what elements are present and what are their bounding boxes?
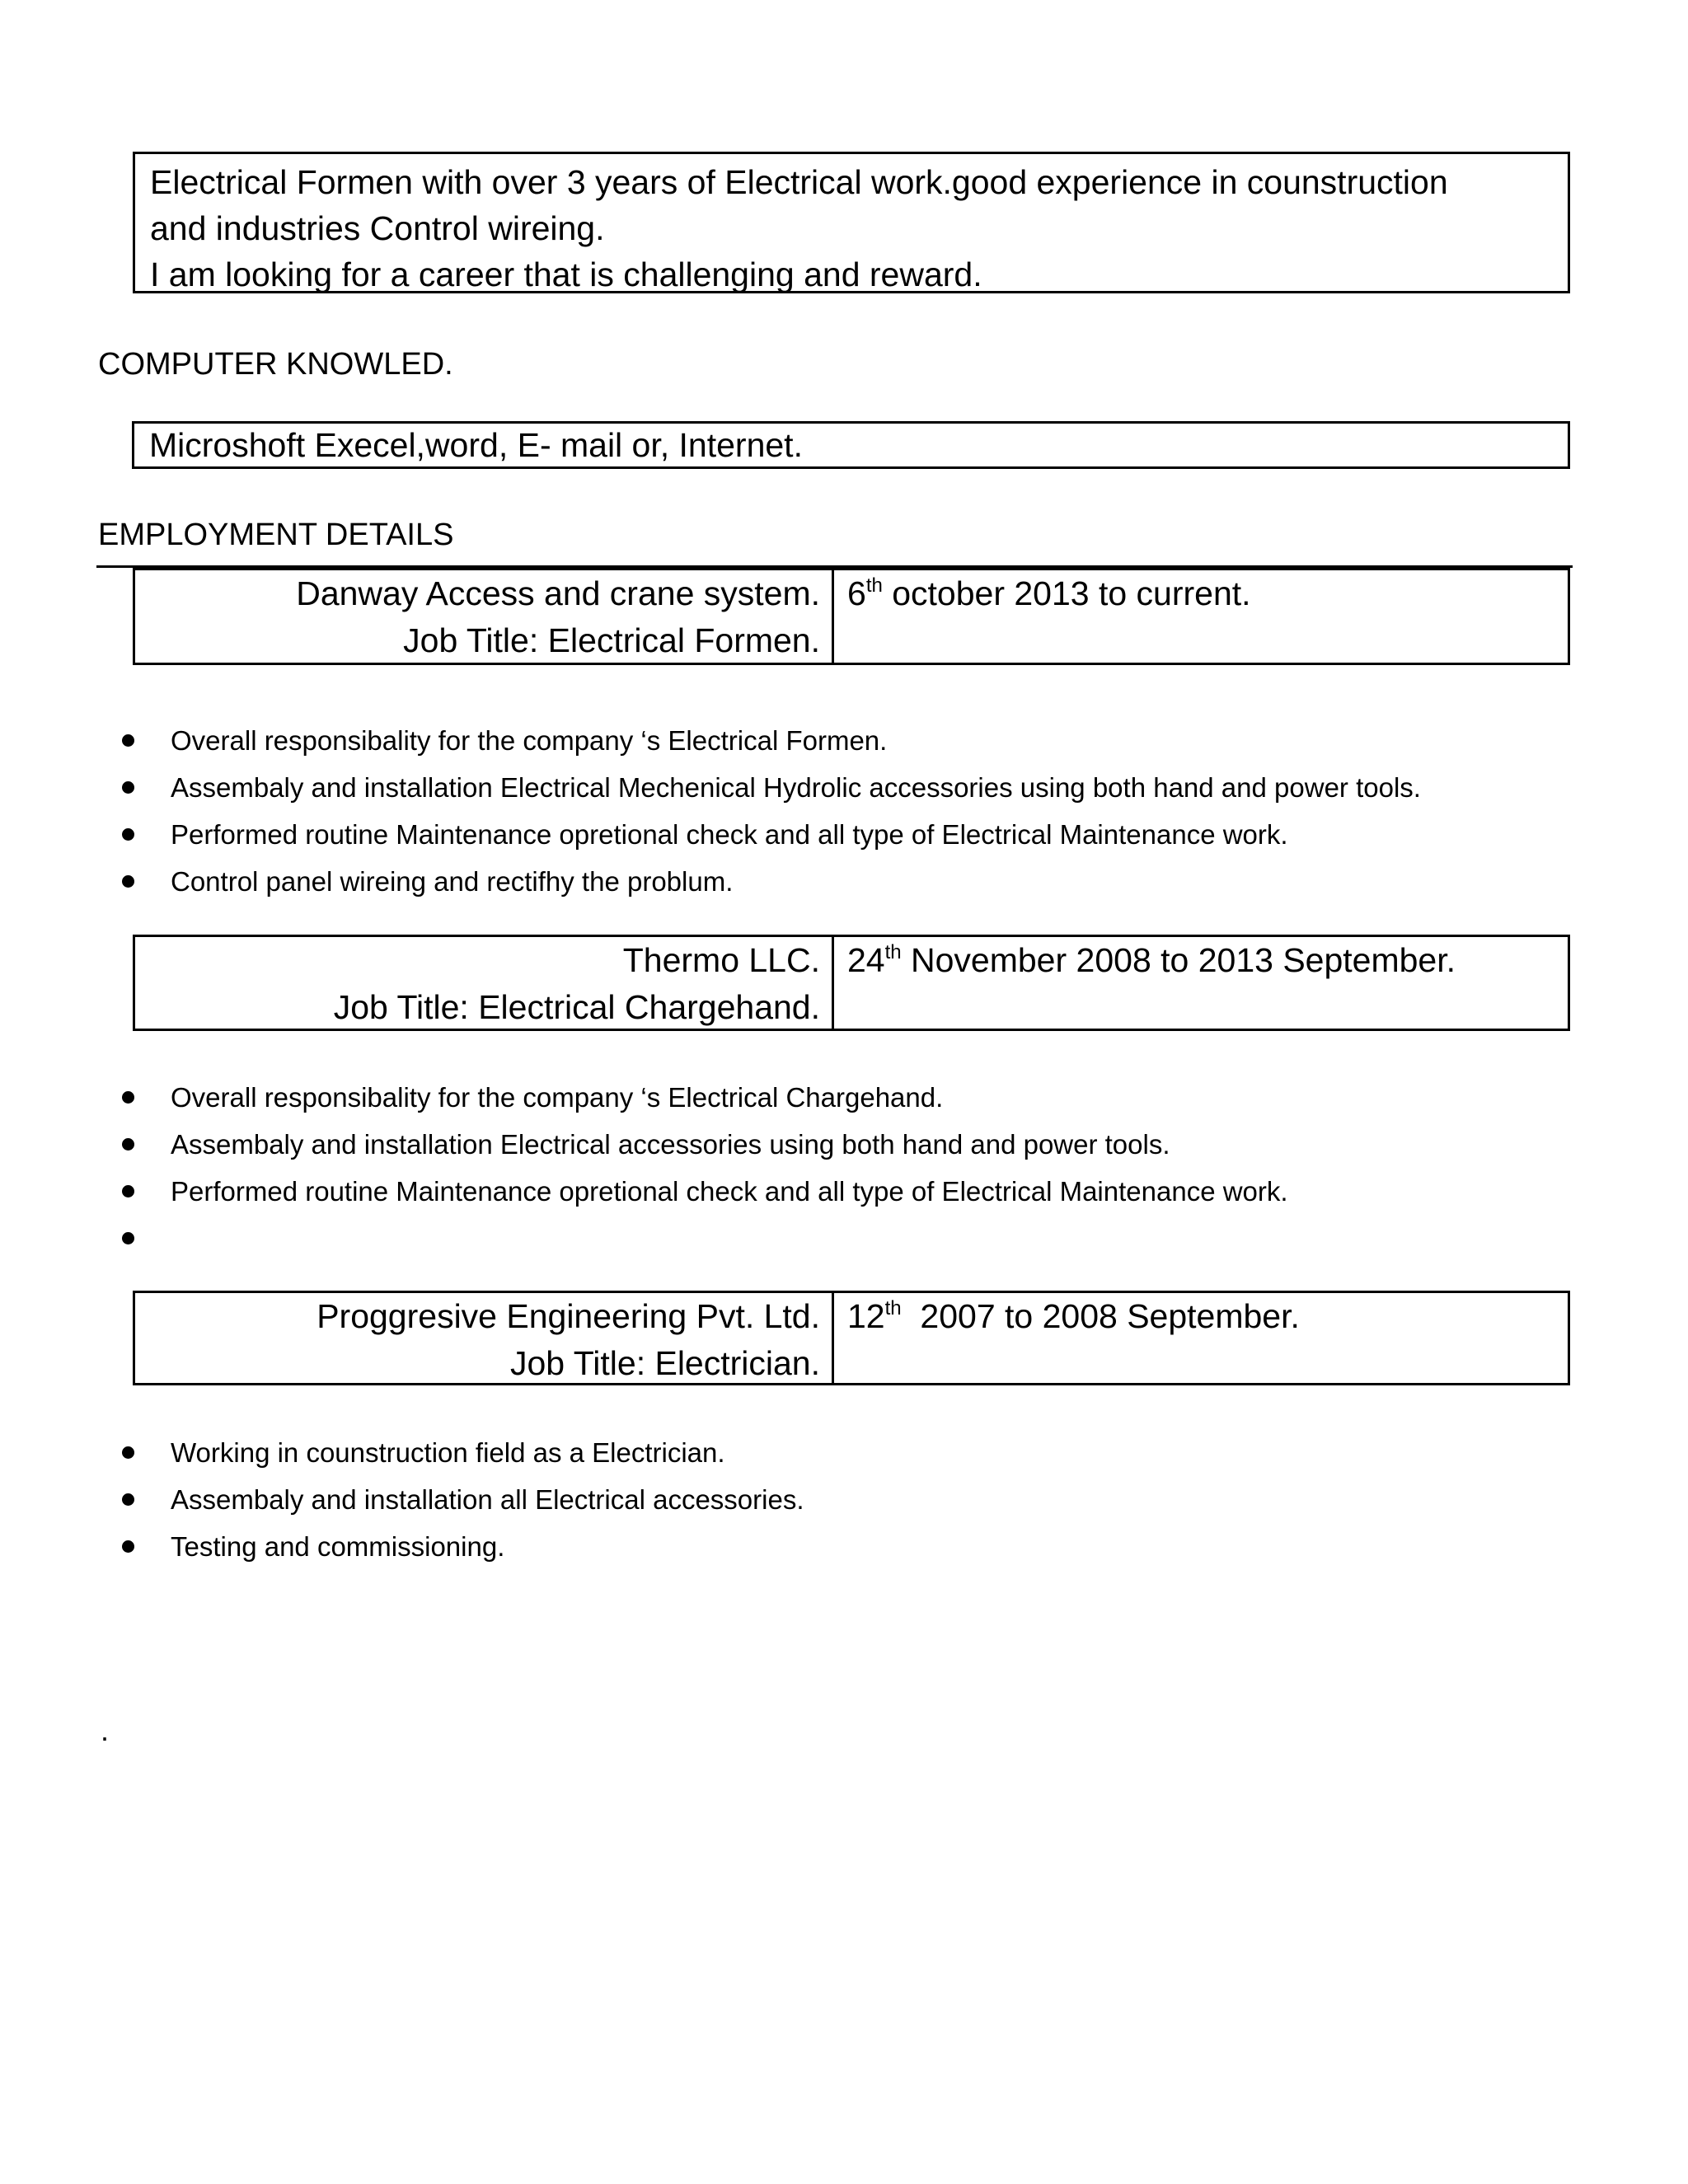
job-date-number: 24: [847, 941, 885, 979]
summary-line: and industries Control wireing.: [150, 209, 605, 247]
job-date-suffix: th: [884, 941, 902, 963]
job-company: Danway Access and crane system.: [296, 574, 820, 612]
list-item: [0, 1215, 1566, 1262]
list-item: [0, 1429, 1566, 1476]
computer-heading: COMPUTER KNOWLED.: [98, 347, 453, 382]
bullet-icon: [122, 875, 134, 888]
duty-text: Working in counstruction field as a Electrician.: [171, 1437, 725, 1468]
list-item: [0, 1121, 1566, 1168]
list-item: [0, 717, 1566, 764]
job-table-proggresive: [133, 1291, 1570, 1385]
job-date-number: 12: [847, 1297, 885, 1335]
bullet-icon: [122, 828, 134, 841]
duty-text: Assembaly and installation all Electrical accessories.: [171, 1484, 804, 1515]
summary-line: I am looking for a career that is challenging and reward.: [150, 255, 982, 293]
list-item: [0, 1074, 1566, 1121]
list-item: [0, 1168, 1566, 1215]
computer-skills-text: Microshoft Execel,word, E- mail or, Internet.: [149, 426, 803, 464]
job-duties-list: [0, 1429, 1566, 1570]
bullet-icon: [122, 734, 134, 747]
footer-period: .: [101, 1713, 110, 1747]
list-item: [0, 1476, 1566, 1523]
job-company: Thermo LLC.: [622, 941, 820, 979]
bullet-icon: [122, 1493, 134, 1506]
duty-text: Assembaly and installation Electrical Mechenical Hydrolic accessories using both hand and power tools.: [171, 772, 1421, 803]
job-table-danway: [133, 568, 1570, 665]
bullet-icon: [122, 1138, 134, 1151]
job-date-suffix: th: [884, 1297, 902, 1319]
job-company: Proggresive Engineering Pvt. Ltd.: [316, 1297, 820, 1335]
job-date-cell: [834, 570, 1568, 663]
job-date-number: 6: [847, 574, 866, 612]
duty-text: Overall responsibality for the company ‘s Electrical Chargehand.: [171, 1082, 944, 1113]
job-date-text: November 2008 to 2013 September.: [901, 941, 1456, 979]
bullet-icon: [122, 1232, 134, 1244]
job-company-cell: [135, 1293, 834, 1383]
summary-line: Electrical Formen with over 3 years of Electrical work.good experience in counstruction: [150, 163, 1448, 201]
list-item: [0, 858, 1566, 905]
bullet-icon: [122, 1446, 134, 1459]
job-table-thermo: [133, 935, 1570, 1031]
duty-text: Performed routine Maintenance opretional check and all type of Electrical Maintenance work.: [171, 1176, 1288, 1207]
job-date-suffix: th: [865, 574, 883, 597]
job-date-cell: [834, 937, 1568, 1029]
computer-skills-box: [132, 421, 1570, 469]
job-company-cell: [135, 937, 834, 1029]
duty-text: Control panel wireing and rectifhy the problum.: [171, 866, 734, 897]
job-date-text: 2007 to 2008 September.: [901, 1297, 1300, 1335]
list-item: [0, 764, 1566, 811]
job-title: Job Title: Electrician.: [510, 1344, 820, 1382]
bullet-icon: [122, 1185, 134, 1197]
bullet-icon: [122, 781, 134, 794]
duty-text: Testing and commissioning.: [171, 1531, 505, 1562]
summary-box: [133, 152, 1570, 293]
bullet-icon: [122, 1540, 134, 1553]
list-item: [0, 811, 1566, 858]
job-title: Job Title: Electrical Chargehand.: [333, 988, 820, 1026]
job-date-text: october 2013 to current.: [882, 574, 1251, 612]
list-item: [0, 1523, 1566, 1570]
job-company-cell: [135, 570, 834, 663]
job-title: Job Title: Electrical Formen.: [403, 621, 820, 659]
job-duties-list: [0, 1074, 1566, 1262]
duty-text: Performed routine Maintenance opretional check and all type of Electrical Maintenance work.: [171, 819, 1288, 850]
duty-text: Assembaly and installation Electrical accessories using both hand and power tools.: [171, 1129, 1170, 1160]
job-date-cell: [834, 1293, 1568, 1383]
job-duties-list: [0, 717, 1566, 905]
duty-text: Overall responsibality for the company ‘s Electrical Formen.: [171, 725, 888, 756]
bullet-icon: [122, 1091, 134, 1104]
employment-heading: EMPLOYMENT DETAILS: [98, 518, 454, 552]
